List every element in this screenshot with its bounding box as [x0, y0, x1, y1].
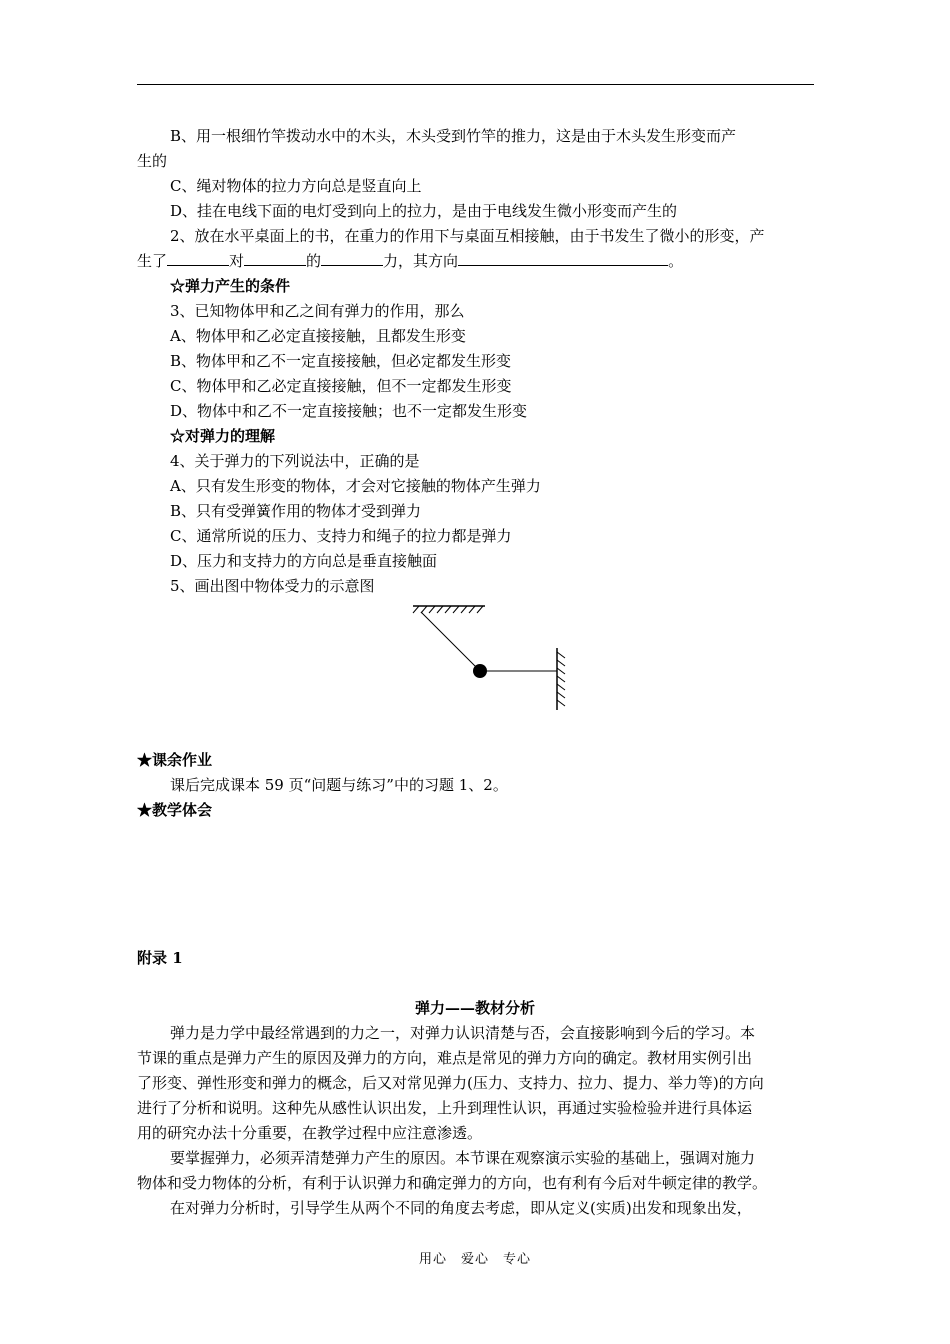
fill-blank-3[interactable]	[321, 251, 383, 266]
q4-option-a: A、只有发生形变的物体，才会对它接触的物体产生弹力	[170, 477, 541, 495]
q3-option-a: A、物体甲和乙必定直接接触，且都发生形变	[170, 327, 466, 345]
q2-dui: 对	[229, 252, 245, 270]
q2-li: 力，其方向	[383, 252, 459, 270]
q1-option-b-line2: 生的	[137, 152, 168, 170]
reflection-heading: ★教学体会	[137, 801, 213, 819]
q2-line1: 2、放在水平桌面上的书，在重力的作用下与桌面互相接触，由于书发生了微小的形变，产	[170, 227, 765, 245]
ball	[473, 664, 487, 678]
q3-stem: 3、已知物体甲和乙之间有弹力的作用，那么	[170, 302, 465, 320]
q1-option-b-line1: B、用一根细竹竿拨动水中的木头，木头受到竹竿的推力，这是由于木头发生形变而产	[170, 127, 737, 145]
appendix-p1-line3: 了形变、弹性形变和弹力的概念，后又对常见弹力(压力、支持力、拉力、提力、举力等)的方向	[137, 1074, 764, 1092]
q4-stem: 4、关于弹力的下列说法中，正确的是	[170, 452, 420, 470]
q3-option-d: D、物体中和乙不一定直接接触；也不一定都发生形变	[170, 402, 528, 420]
appendix-p1-line4: 进行了分析和说明。这种先从感性认识出发，上升到理性认识，再通过实验检验并进行具体运	[137, 1099, 753, 1117]
q3-option-b: B、物体甲和乙不一定直接接触，但必定都发生形变	[170, 352, 512, 370]
wall	[557, 648, 565, 710]
q4-option-c: C、通常所说的压力、支持力和绳子的拉力都是弹力	[170, 527, 512, 545]
q4-option-b: B、只有受弹簧作用的物体才受到弹力	[170, 502, 422, 520]
appendix-label: 附录 1	[137, 949, 183, 967]
force-diagram	[405, 600, 580, 715]
appendix-p1-line1: 弹力是力学中最经常遇到的力之一，对弹力认识清楚与否，会直接影响到今后的学习。本	[170, 1024, 756, 1042]
fill-blank-4[interactable]	[458, 251, 668, 266]
header-rule	[137, 84, 814, 85]
homework-text: 课后完成课本 59 页“问题与练习”中的习题 1、2。	[170, 776, 508, 794]
q2-line2	[137, 251, 683, 271]
fill-blank-1[interactable]	[167, 251, 229, 266]
page-footer: 用心 爱心 专心	[418, 1252, 531, 1267]
appendix-p2-line1: 要掌握弹力，必须弄清楚弹力产生的原因。本节课在观察演示实验的基础上，强调对施力	[170, 1149, 756, 1167]
appendix-p1-line5: 用的研究办法十分重要，在教学过程中应注意渗透。	[137, 1124, 483, 1142]
q1-option-c: C、绳对物体的拉力方向总是竖直向上	[170, 177, 422, 195]
appendix-p3-line1: 在对弹力分析时，引导学生从两个不同的角度去考虑，即从定义(实质)出发和现象出发，	[170, 1199, 752, 1217]
appendix-p1-line2: 节课的重点是弹力产生的原因及弹力的方向，难点是常见的弹力方向的确定。教材用实例引出	[137, 1049, 753, 1067]
section-heading-conditions: ☆弹力产生的条件	[170, 277, 291, 295]
q1-option-d: D、挂在电线下面的电灯受到向上的拉力，是由于电线发生微小形变而产生的	[170, 202, 678, 220]
q2-prefix: 生了	[137, 252, 168, 270]
homework-heading: ★课余作业	[137, 751, 213, 769]
section-heading-understanding: ☆对弹力的理解	[170, 427, 276, 445]
slanted-rope	[421, 612, 480, 671]
appendix-p2-line2: 物体和受力物体的分析，有利于认识弹力和确定弹力的方向，也有利有今后对牛顿定律的教学。	[137, 1174, 768, 1192]
q2-de: 的	[306, 252, 322, 270]
q4-option-d: D、压力和支持力的方向总是垂直接触面	[170, 552, 438, 570]
q3-option-c: C、物体甲和乙必定直接接触，但不一定都发生形变	[170, 377, 512, 395]
q2-end: 。	[668, 252, 684, 270]
appendix-title: 弹力——教材分析	[414, 999, 535, 1017]
ceiling	[413, 606, 485, 613]
fill-blank-2[interactable]	[244, 251, 306, 266]
q5-stem: 5、画出图中物体受力的示意图	[170, 577, 375, 595]
